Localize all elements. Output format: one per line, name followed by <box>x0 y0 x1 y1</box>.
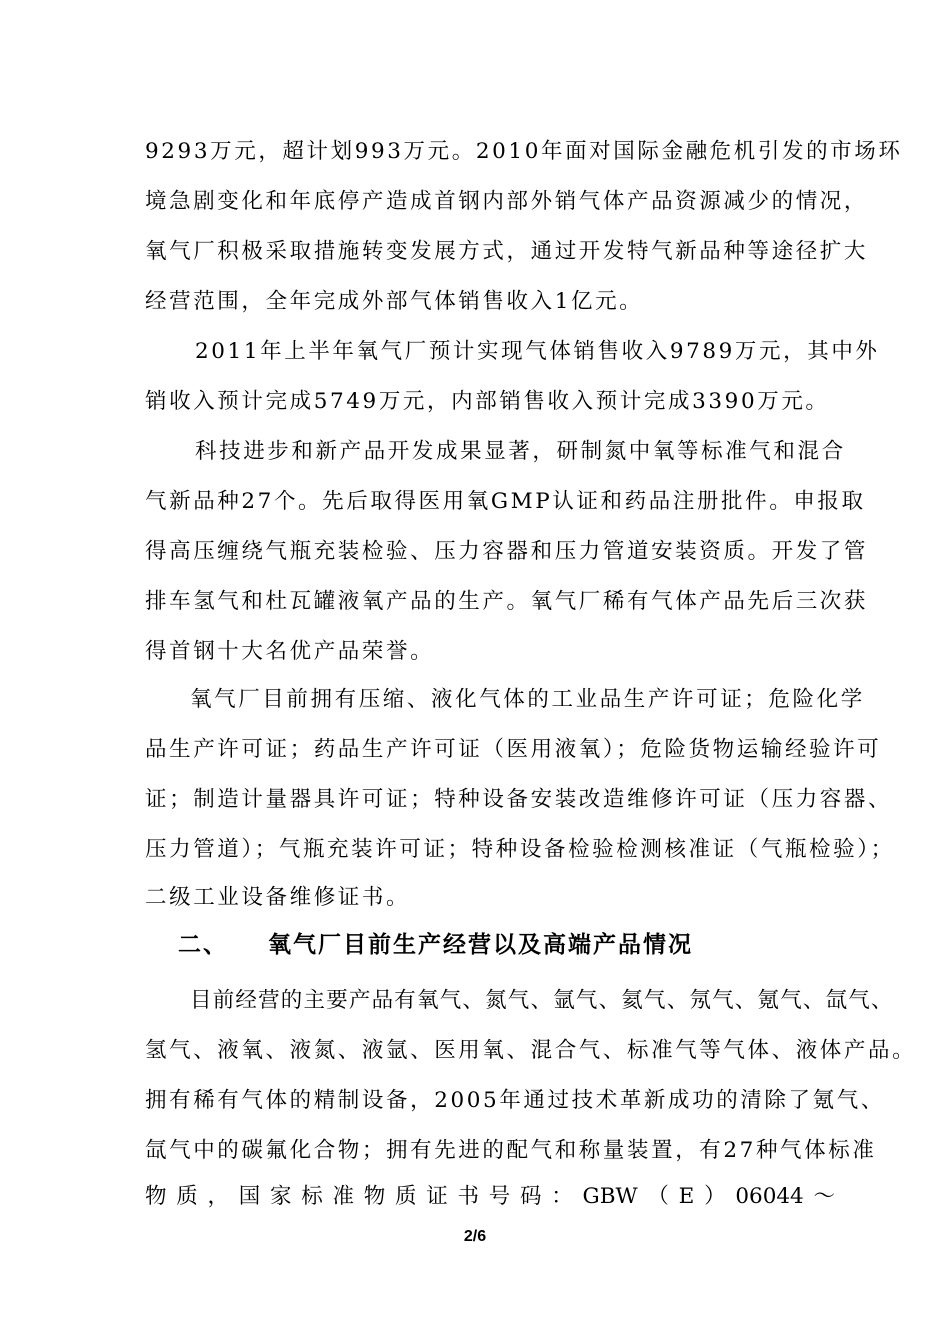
text-line: 销收入预计完成5749万元，内部销售收入预计完成3390万元。 <box>145 389 830 414</box>
text-line: 科技进步和新产品开发成果显著，研制氮中氧等标准气和混合 <box>195 439 846 464</box>
text-line: 得高压缠绕气瓶充装检验、压力容器和压力管道安装资质。开发了管 <box>145 539 869 564</box>
text-line: 品生产许可证；药品生产许可证（医用液氧）；危险货物运输经验许可 <box>145 737 882 762</box>
text-line: 经营范围，全年完成外部气体销售收入1亿元。 <box>145 289 644 314</box>
text-line: 境急剧变化和年底停产造成首钢内部外销气体产品资源减少的情况， <box>145 189 869 214</box>
text-line: 压力管道）；气瓶充装许可证；特种设备检验检测核准证（气瓶检验）； <box>145 837 895 862</box>
text-line: 9293万元，超计划993万元。2010年面对国际金融危机引发的市场环 <box>145 139 903 164</box>
text-line: 二级工业设备维修证书。 <box>145 885 411 910</box>
page-number: 2/6 <box>463 1228 487 1245</box>
text-line: 拥有稀有气体的精制设备，2005年通过技术革新成功的清除了氪气、 <box>145 1088 885 1113</box>
text-line: 气新品种27个。先后取得医用氧GMP认证和药品注册批件。申报取 <box>145 489 866 514</box>
text-line: 物质，国家标准物质证书号码：GBW（E）06044～ <box>145 1184 835 1209</box>
section-title: 氧气厂目前生产经营以及高端产品情况 <box>268 931 693 958</box>
text-line: 2011年上半年氧气厂预计实现气体销售收入9789万元，其中外 <box>195 339 880 364</box>
text-line: 氧气厂积极采取措施转变发展方式，通过开发特气新品种等途径扩大 <box>145 239 869 264</box>
section-number: 二、 <box>178 931 228 958</box>
text-line: 氧气厂目前拥有压缩、液化气体的工业品生产许可证；危险化学 <box>190 687 865 712</box>
text-line: 排车氢气和杜瓦罐液氧产品的生产。氧气厂稀有气体产品先后三次获 <box>145 589 869 614</box>
text-line: 氢气、液氧、液氮、液氩、医用氧、混合气、标准气等气体、液体产品。 <box>145 1038 917 1063</box>
text-line: 得首钢十大名优产品荣誉。 <box>145 639 435 664</box>
text-line: 目前经营的主要产品有氧气、氮气、氩气、氦气、氖气、氪气、氙气、 <box>190 988 894 1013</box>
text-line: 证；制造计量器具许可证；特种设备安装改造维修许可证（压力容器、 <box>145 787 893 812</box>
text-line: 氙气中的碳氟化合物；拥有先进的配气和称量装置，有27种气体标准 <box>145 1138 877 1163</box>
section-heading <box>178 928 693 962</box>
